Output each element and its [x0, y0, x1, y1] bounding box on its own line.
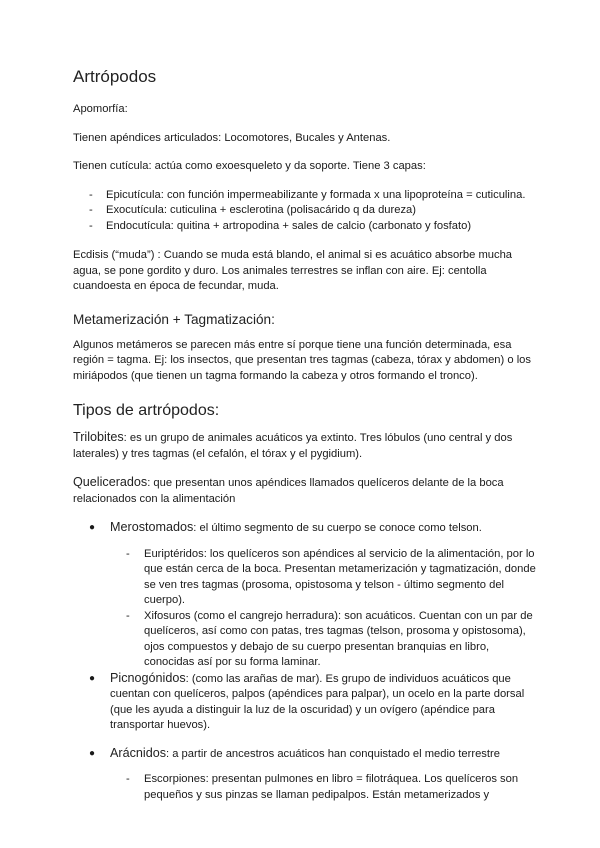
list-item: - Euriptéridos: los quelíceros son apéndices al servicio de la alimentación, por lo que están cerca de la boca. Presentan metamerización y tagmatización, donde se ven tres tagmas (prosoma, opistosoma y telson - último segmento del cuerpo). [126, 547, 536, 606]
capas-list [73, 188, 540, 235]
aracnidos-label: Arácnidos [110, 745, 167, 760]
paragraph-apendices: Tienen apéndices articulados: Locomotores, Bucales y Antenas. [73, 131, 391, 144]
bullet-marker: ● [89, 522, 96, 533]
apomorfia-heading: Apomorfía: [73, 103, 128, 115]
dash-marker: - [89, 204, 93, 216]
list-item-picnogonidos: ● Picnogónidos: (como las arañas de mar). Es grupo de individuos acuáticos que cuentan con quelíceros, palpos (apéndices para palpar), un ocelo en la parte dorsal (que les ayuda a distinguir la luz de la oscuridad) y un ovígero (apéndice para transportar huevos). [89, 670, 525, 731]
list-item-merostomados: ● Merostomados: el último segmento de su cuerpo se conoce como telson. - Euriptéridos: los quelíceros son apéndices al servicio de la alimentación, por lo que están cerca de la boca. Presentan metamerización y tagmatización, donde se ven tres tagmas (prosoma, opistosoma y telson - último segmento del cuerpo). - Xifosuros (como el cangrejo herradura): son acuáticos. Cuentan con un par de quelíceros, así como con patas, tres tagmas (telson, prosoma y opistosoma), ojos compuestos y debajo de su cuerpo presentan branquias en libro, conocidas así por su forma laminar. [73, 520, 540, 671]
paragraph-metameros: Algunos metámeros se parecen más entre sí porque tiene una función determinada, esa región = tagma. Ej: los insectos, que presentan tres tagmas (cabeza, tórax y abdomen) o los miriápodos (que tienen un tagma formando la cabeza y otros formando el tronco). [73, 338, 531, 382]
quelicerados-label: Quelicerados [73, 475, 148, 489]
aracnidos-sublist [110, 772, 540, 803]
bullet-marker: ● [89, 747, 96, 759]
page-title: Artrópodos [73, 67, 157, 86]
dash-marker: - [89, 188, 93, 201]
list-item: - Endocutícula: quitina + artropodina + sales de calcio (carbonato y fosfato) [73, 219, 540, 235]
merostomados-label: Merostomados [110, 520, 194, 534]
dash-marker: - [126, 773, 130, 785]
paragraph-ecdisis: Ecdisis (“muda”) : Cuando se muda está blando, el animal si es acuático absorbe mucha agua, se pone gordito y duro. Los animales terrestres se inflan con aire. Ej: centolla cuandoesta en época de fecundar, muda. [73, 249, 513, 292]
heading-tipos: Tipos de artrópodos: [73, 402, 220, 419]
list-item: - Epicutícula: con función impermeabilizante y formada x una lipoproteína = cuticulina. [73, 188, 540, 204]
paragraph-quelicerados: Quelicerados: que presentan unos apéndices llamados quelíceros delante de la boca relacionados con la alimentación [73, 475, 504, 505]
bullet-marker: ● [89, 672, 96, 684]
merostomados-sublist [110, 547, 540, 671]
trilobites-label: Trilobites [73, 430, 124, 444]
dash-marker: - [126, 609, 130, 622]
picnogonidos-label: Picnogónidos [110, 670, 186, 685]
paragraph-trilobites: Trilobites: es un grupo de animales acuáticos ya extinto. Tres lóbulos (uno central y dos laterales) y tres tagmas (el cefalón, el tórax y el pygidium). [73, 430, 513, 460]
heading-metamerizacion: Metamerización + Tagmatización: [73, 311, 275, 327]
paragraph-cuticula: Tienen cutícula: actúa como exoesqueleto y da soporte. Tiene 3 capas: [73, 160, 426, 172]
dash-marker: - [126, 547, 130, 560]
list-item-aracnidos: ● Arácnidos: a partir de ancestros acuáticos han conquistado el medio terrestre - Escorpiones: presentan pulmones en libro = filotráquea. Los quelíceros son pequeños y sus pinzas se llaman pedipalpos. Están metamerizados y [73, 746, 540, 804]
quelicerados-groups-list [73, 520, 540, 803]
list-item: - Exocutícula: cuticulina + esclerotina (polisacárido q da dureza) [73, 203, 540, 219]
list-item: - Xifosuros (como el cangrejo herradura): son acuáticos. Cuentan con un par de quelíceros, así como con patas, tres tagmas (telson, prosoma y opistosoma), ojos compuestos y debajo de su cuerpo presentan branquias en libro, conocidas así por su forma laminar. [126, 609, 533, 668]
dash-marker: - [89, 219, 93, 232]
list-item: - Escorpiones: presentan pulmones en libro = filotráquea. Los quelíceros son pequeños y sus pinzas se llaman pedipalpos. Están metamerizados y [126, 773, 519, 801]
